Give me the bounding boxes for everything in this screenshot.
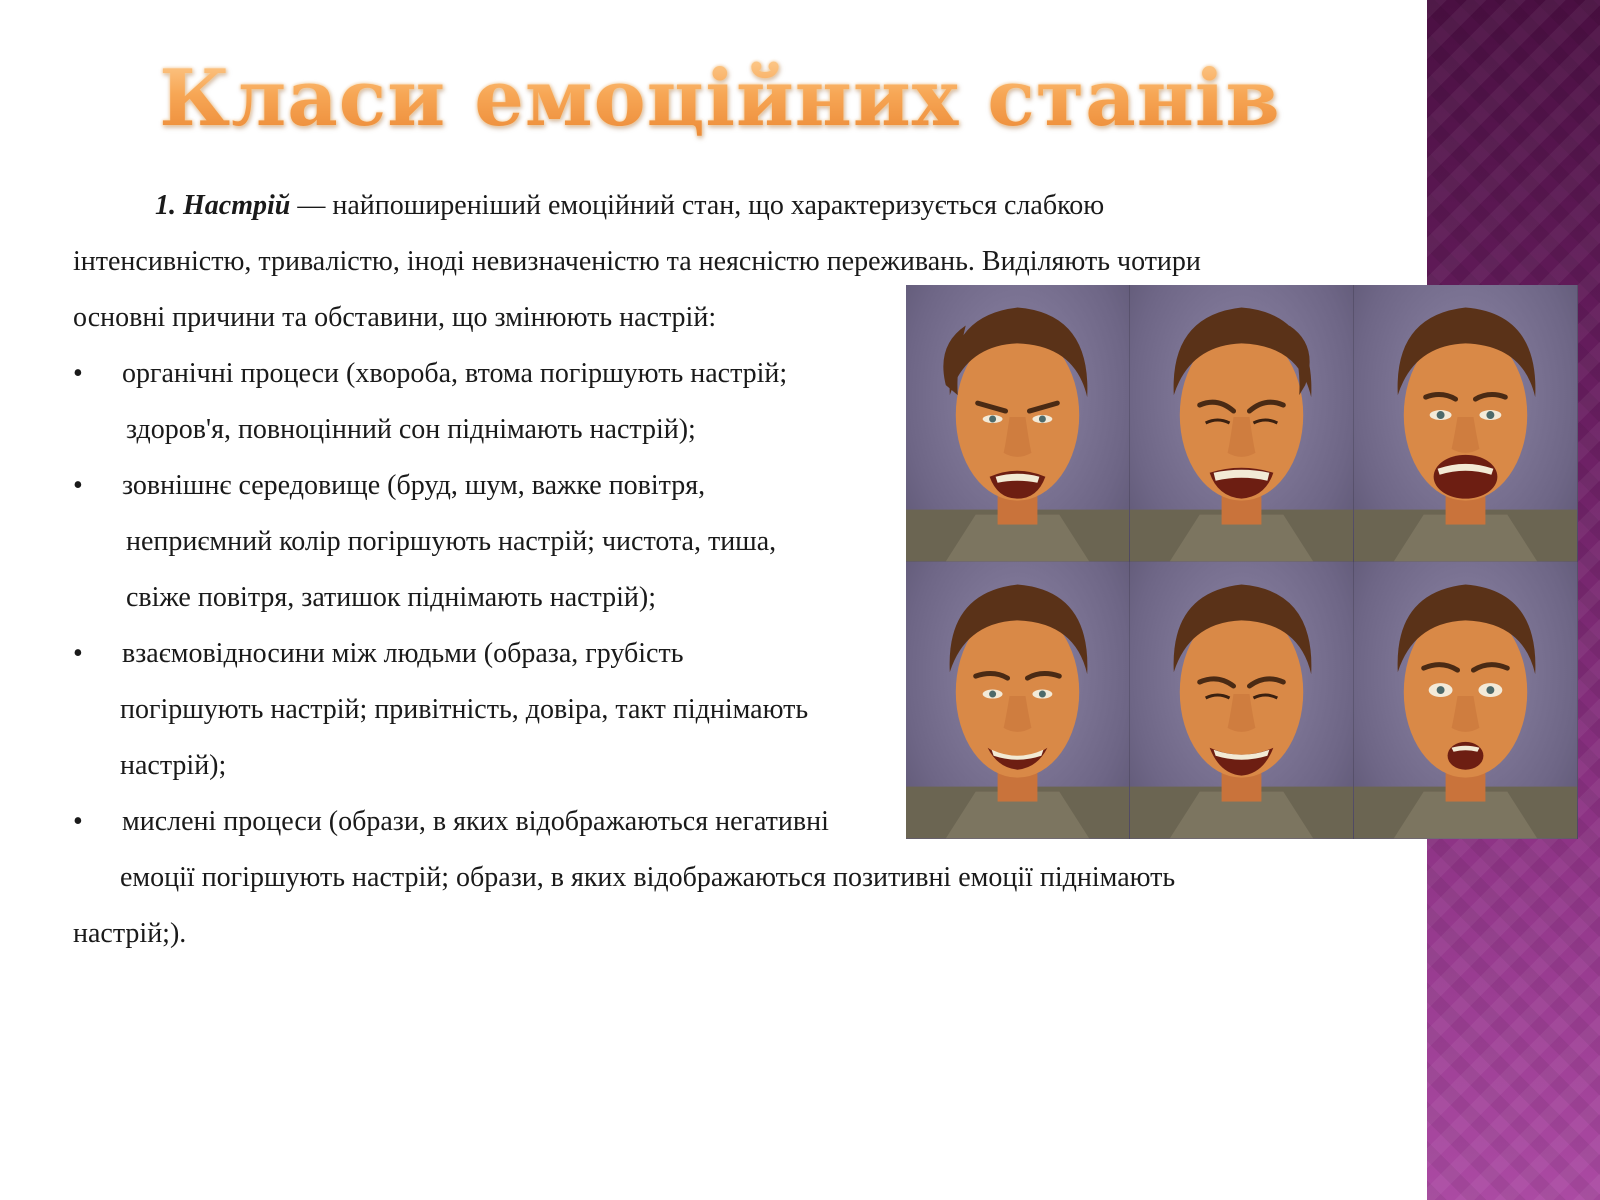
squint-grimace-face <box>1130 285 1354 562</box>
face-illustration <box>1130 285 1353 562</box>
disgust-face <box>906 285 1130 562</box>
intro-line-1-text: — найпоширеніший емоційний стан, що характеризується слабкою <box>290 190 1105 221</box>
intro-line-2: інтенсивністю, тривалістю, іноді невизначеністю та неясністю переживань. Виділяють чотири <box>73 246 1201 277</box>
closing-line: настрій;). <box>73 918 187 949</box>
list-item-text: зовнішнє середовище (бруд, шум, важке повітря, <box>122 470 706 501</box>
list-item-continuation: здоров'я, повноцінний сон піднімають настрій); <box>126 414 696 445</box>
list-item-continuation: погіршують настрій; привітність, довіра, такт піднімають <box>120 694 809 725</box>
surprise-face <box>1354 562 1578 839</box>
face-illustration <box>906 562 1129 839</box>
intro-line-3: основні причини та обставини, що змінюють настрій: <box>73 302 717 333</box>
list-item-continuation: настрій); <box>120 750 227 781</box>
face-illustration <box>1354 285 1577 562</box>
list-item-text: мислені процеси (образи, в яких відображаються негативні <box>122 806 829 837</box>
face-illustration <box>906 285 1129 562</box>
smile-face <box>906 562 1130 839</box>
wide-laugh-face <box>1354 285 1578 562</box>
face-illustration <box>1130 562 1353 839</box>
slide-title: Класи емоційних станів <box>0 44 1440 154</box>
list-item-continuation: свіже повітря, затишок піднімають настрій); <box>126 582 656 613</box>
intro-line-1 <box>73 178 1423 234</box>
facial-expressions-photo <box>906 285 1578 839</box>
bullet-marker: • <box>73 638 83 669</box>
bullet-marker: • <box>73 470 83 501</box>
wince-laugh-face <box>1130 562 1354 839</box>
term-mood: 1. Настрій <box>155 190 291 221</box>
face-illustration <box>1354 562 1577 839</box>
list-item-text: органічні процеси (хвороба, втома погіршують настрій; <box>122 358 788 389</box>
bullet-marker: • <box>73 806 83 837</box>
bullet-marker: • <box>73 358 83 389</box>
list-item-continuation: емоції погіршують настрій; образи, в яких відображаються позитивні емоції піднімають <box>120 862 1176 893</box>
list-item-text: взаємовідносини між людьми (образа, грубість <box>122 638 684 669</box>
list-item-continuation: неприємний колір погіршують настрій; чистота, тиша, <box>126 526 777 557</box>
